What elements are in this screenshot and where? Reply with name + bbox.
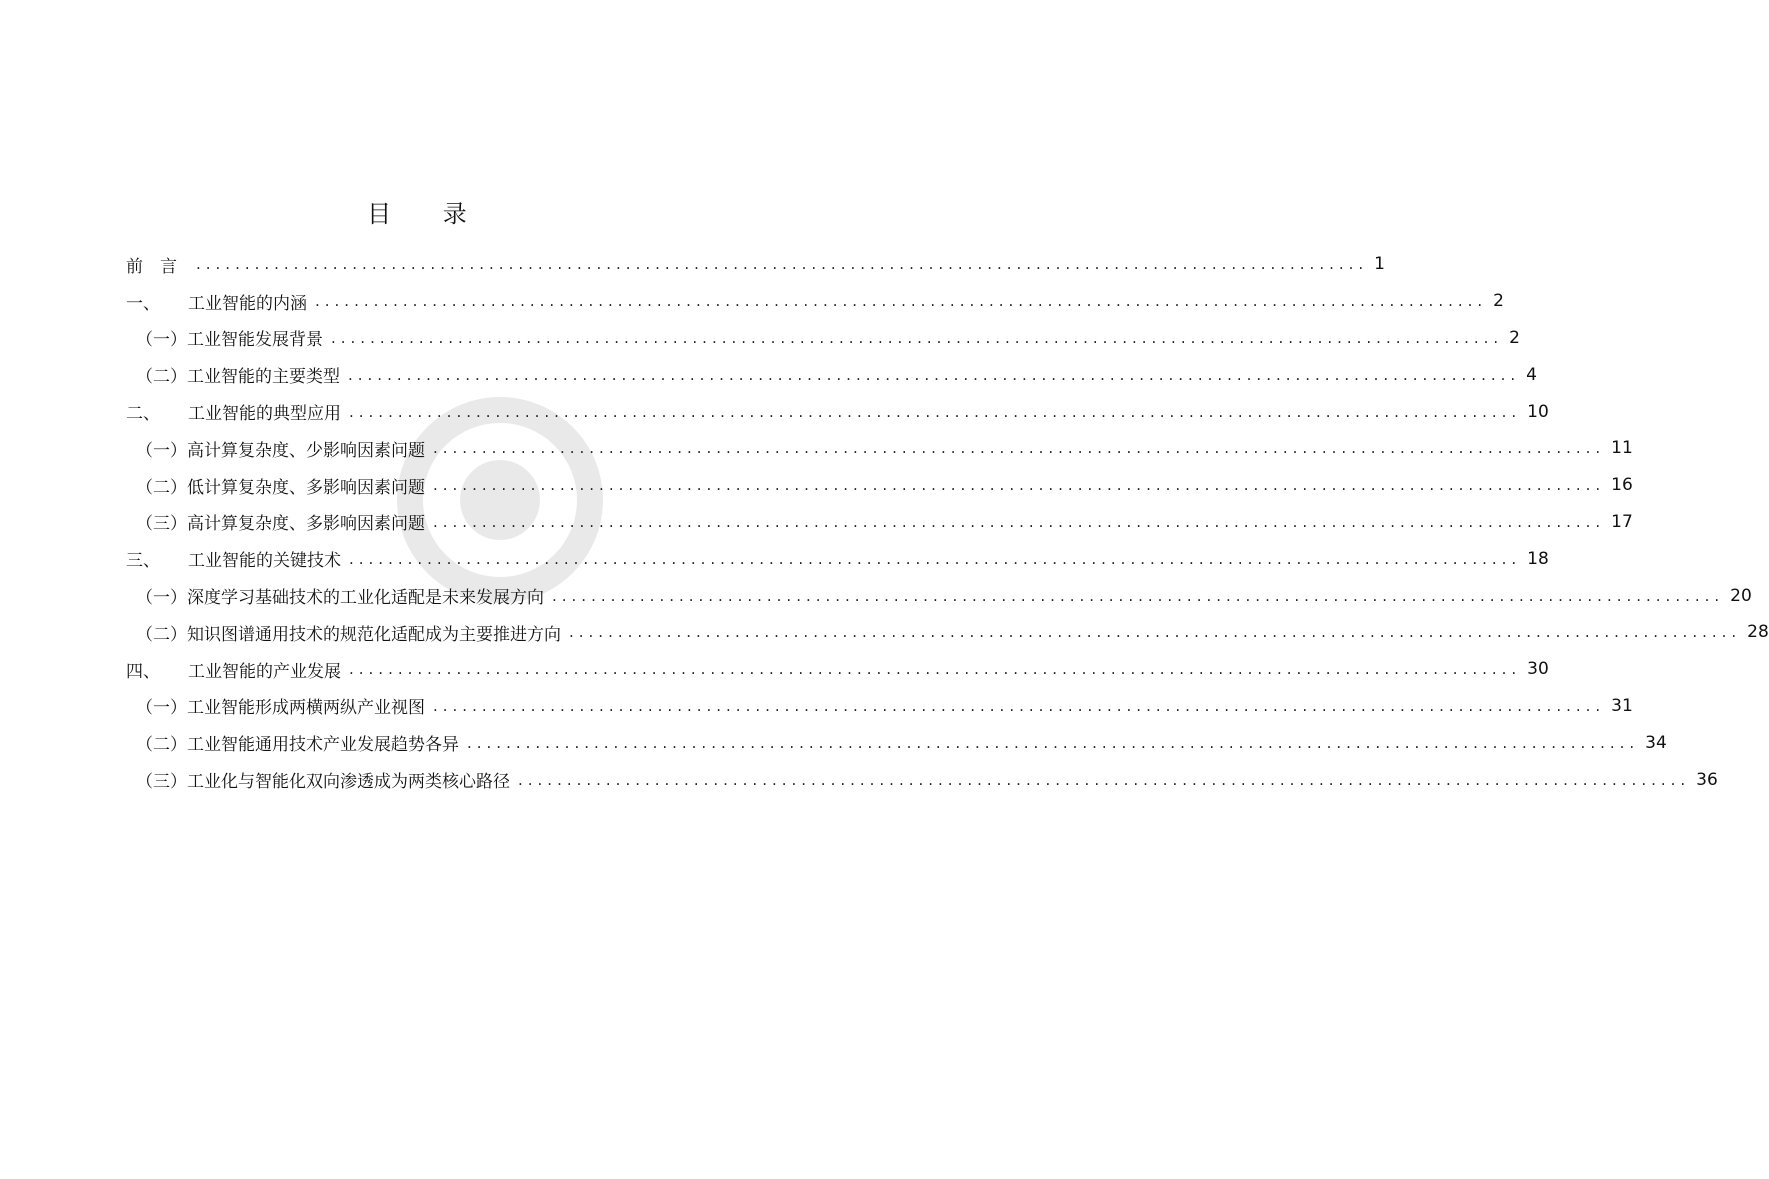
toc-entry-title: 低计算复杂度、多影响因素问题 bbox=[187, 477, 425, 498]
toc-entry-page: 17 bbox=[1611, 511, 1633, 532]
toc-entry[interactable] bbox=[126, 320, 1520, 357]
toc-entry[interactable] bbox=[126, 724, 1667, 761]
toc-entry-number: （一） bbox=[136, 698, 187, 719]
toc-entry-page: 2 bbox=[1509, 327, 1520, 348]
toc-entry-title: 工业智能通用技术产业发展趋势各异 bbox=[187, 735, 459, 756]
toc-leader-dots: ........................................................................................................................ bbox=[331, 328, 1504, 347]
toc-leader-dots: ........................................................................................................................ bbox=[349, 660, 1522, 679]
toc-entry-number: （三） bbox=[136, 772, 187, 793]
toc-entry-title: 工业智能发展背景 bbox=[187, 330, 323, 351]
toc-leader-dots: ........................................................................................................................ bbox=[348, 365, 1521, 384]
toc-entry-page: 31 bbox=[1611, 695, 1633, 716]
toc-leader-dots: ........................................................................................................................ bbox=[467, 733, 1640, 752]
toc-entry-number: （一） bbox=[136, 588, 187, 609]
toc-entry-title: 工业智能的关键技术 bbox=[188, 551, 341, 572]
toc-entry-number: 四、 bbox=[126, 661, 160, 682]
toc-entry-page: 11 bbox=[1611, 438, 1633, 459]
toc-entry-page: 1 bbox=[1374, 254, 1385, 275]
toc-entry-number: 一、 bbox=[126, 293, 160, 314]
toc-entry-title: 深度学习基础技术的工业化适配是未来发展方向 bbox=[187, 588, 544, 609]
toc-entry[interactable] bbox=[126, 651, 1549, 688]
toc-leader-dots: ........................................................................................................................ bbox=[518, 770, 1691, 789]
toc-leader-dots: ........................................................................................................................ bbox=[433, 439, 1606, 458]
toc-leader-dots: ........................................................................................................................ bbox=[433, 696, 1606, 715]
toc-entry-number: 前 言 bbox=[126, 256, 177, 277]
toc-leader-dots: ........................................................................................................................ bbox=[433, 512, 1606, 531]
toc-entry[interactable] bbox=[126, 688, 1633, 725]
toc-entry[interactable] bbox=[126, 761, 1718, 798]
toc-leader-dots: ........................................................................................................................ bbox=[349, 549, 1522, 568]
toc-entry[interactable] bbox=[126, 614, 1769, 651]
toc-entry-number: 二、 bbox=[126, 404, 160, 425]
toc-leader-dots: ........................................................................................................................ bbox=[433, 476, 1606, 495]
toc-entry-page: 34 bbox=[1645, 732, 1667, 753]
toc-entry-number: 三、 bbox=[126, 551, 160, 572]
table-of-contents bbox=[126, 246, 1769, 798]
toc-entry-title: 工业智能的产业发展 bbox=[188, 661, 341, 682]
toc-entry[interactable] bbox=[126, 246, 1385, 283]
toc-entry[interactable] bbox=[126, 430, 1633, 467]
toc-entry-number: （一） bbox=[136, 330, 187, 351]
toc-entry[interactable] bbox=[126, 504, 1633, 541]
toc-entry-number: （二） bbox=[136, 624, 187, 645]
toc-entry-page: 36 bbox=[1696, 769, 1718, 790]
toc-entry[interactable] bbox=[126, 393, 1549, 430]
toc-entry-page: 20 bbox=[1730, 585, 1752, 606]
toc-entry-page: 28 bbox=[1747, 622, 1769, 643]
toc-entry-number: （一） bbox=[136, 440, 187, 461]
toc-entry-number: （三） bbox=[136, 514, 187, 535]
toc-entry-page: 30 bbox=[1527, 659, 1549, 680]
toc-entry[interactable] bbox=[126, 356, 1537, 393]
toc-entry-title: 工业化与智能化双向渗透成为两类核心路径 bbox=[187, 772, 510, 793]
toc-entry-title: 高计算复杂度、少影响因素问题 bbox=[187, 440, 425, 461]
toc-leader-dots: ........................................................................................................................ bbox=[552, 586, 1725, 605]
toc-leader-dots: ........................................................................................................................ bbox=[196, 255, 1369, 274]
toc-entry-number: （二） bbox=[136, 735, 187, 756]
toc-entry-title: 工业智能的主要类型 bbox=[187, 367, 340, 388]
toc-entry-title: 工业智能的典型应用 bbox=[188, 404, 341, 425]
toc-entry-page: 2 bbox=[1493, 291, 1504, 312]
toc-leader-dots: ........................................................................................................................ bbox=[349, 402, 1522, 421]
toc-leader-dots: ........................................................................................................................ bbox=[569, 623, 1742, 642]
page-title: 目 录 bbox=[367, 200, 489, 229]
toc-entry-page: 16 bbox=[1611, 475, 1633, 496]
toc-entry-number: （二） bbox=[136, 367, 187, 388]
toc-entry[interactable] bbox=[126, 467, 1633, 504]
toc-entry-title: 知识图谱通用技术的规范化适配成为主要推进方向 bbox=[187, 624, 561, 645]
toc-leader-dots: ........................................................................................................................ bbox=[315, 292, 1488, 311]
toc-entry-title: 高计算复杂度、多影响因素问题 bbox=[187, 514, 425, 535]
toc-entry[interactable] bbox=[126, 283, 1504, 320]
toc-entry[interactable] bbox=[126, 540, 1549, 577]
toc-entry-title: 工业智能的内涵 bbox=[188, 293, 307, 314]
toc-entry-page: 4 bbox=[1526, 364, 1537, 385]
toc-entry-page: 18 bbox=[1527, 548, 1549, 569]
toc-entry-number: （二） bbox=[136, 477, 187, 498]
toc-entry-page: 10 bbox=[1527, 401, 1549, 422]
toc-entry[interactable] bbox=[126, 577, 1752, 614]
toc-entry-title: 工业智能形成两横两纵产业视图 bbox=[187, 698, 425, 719]
